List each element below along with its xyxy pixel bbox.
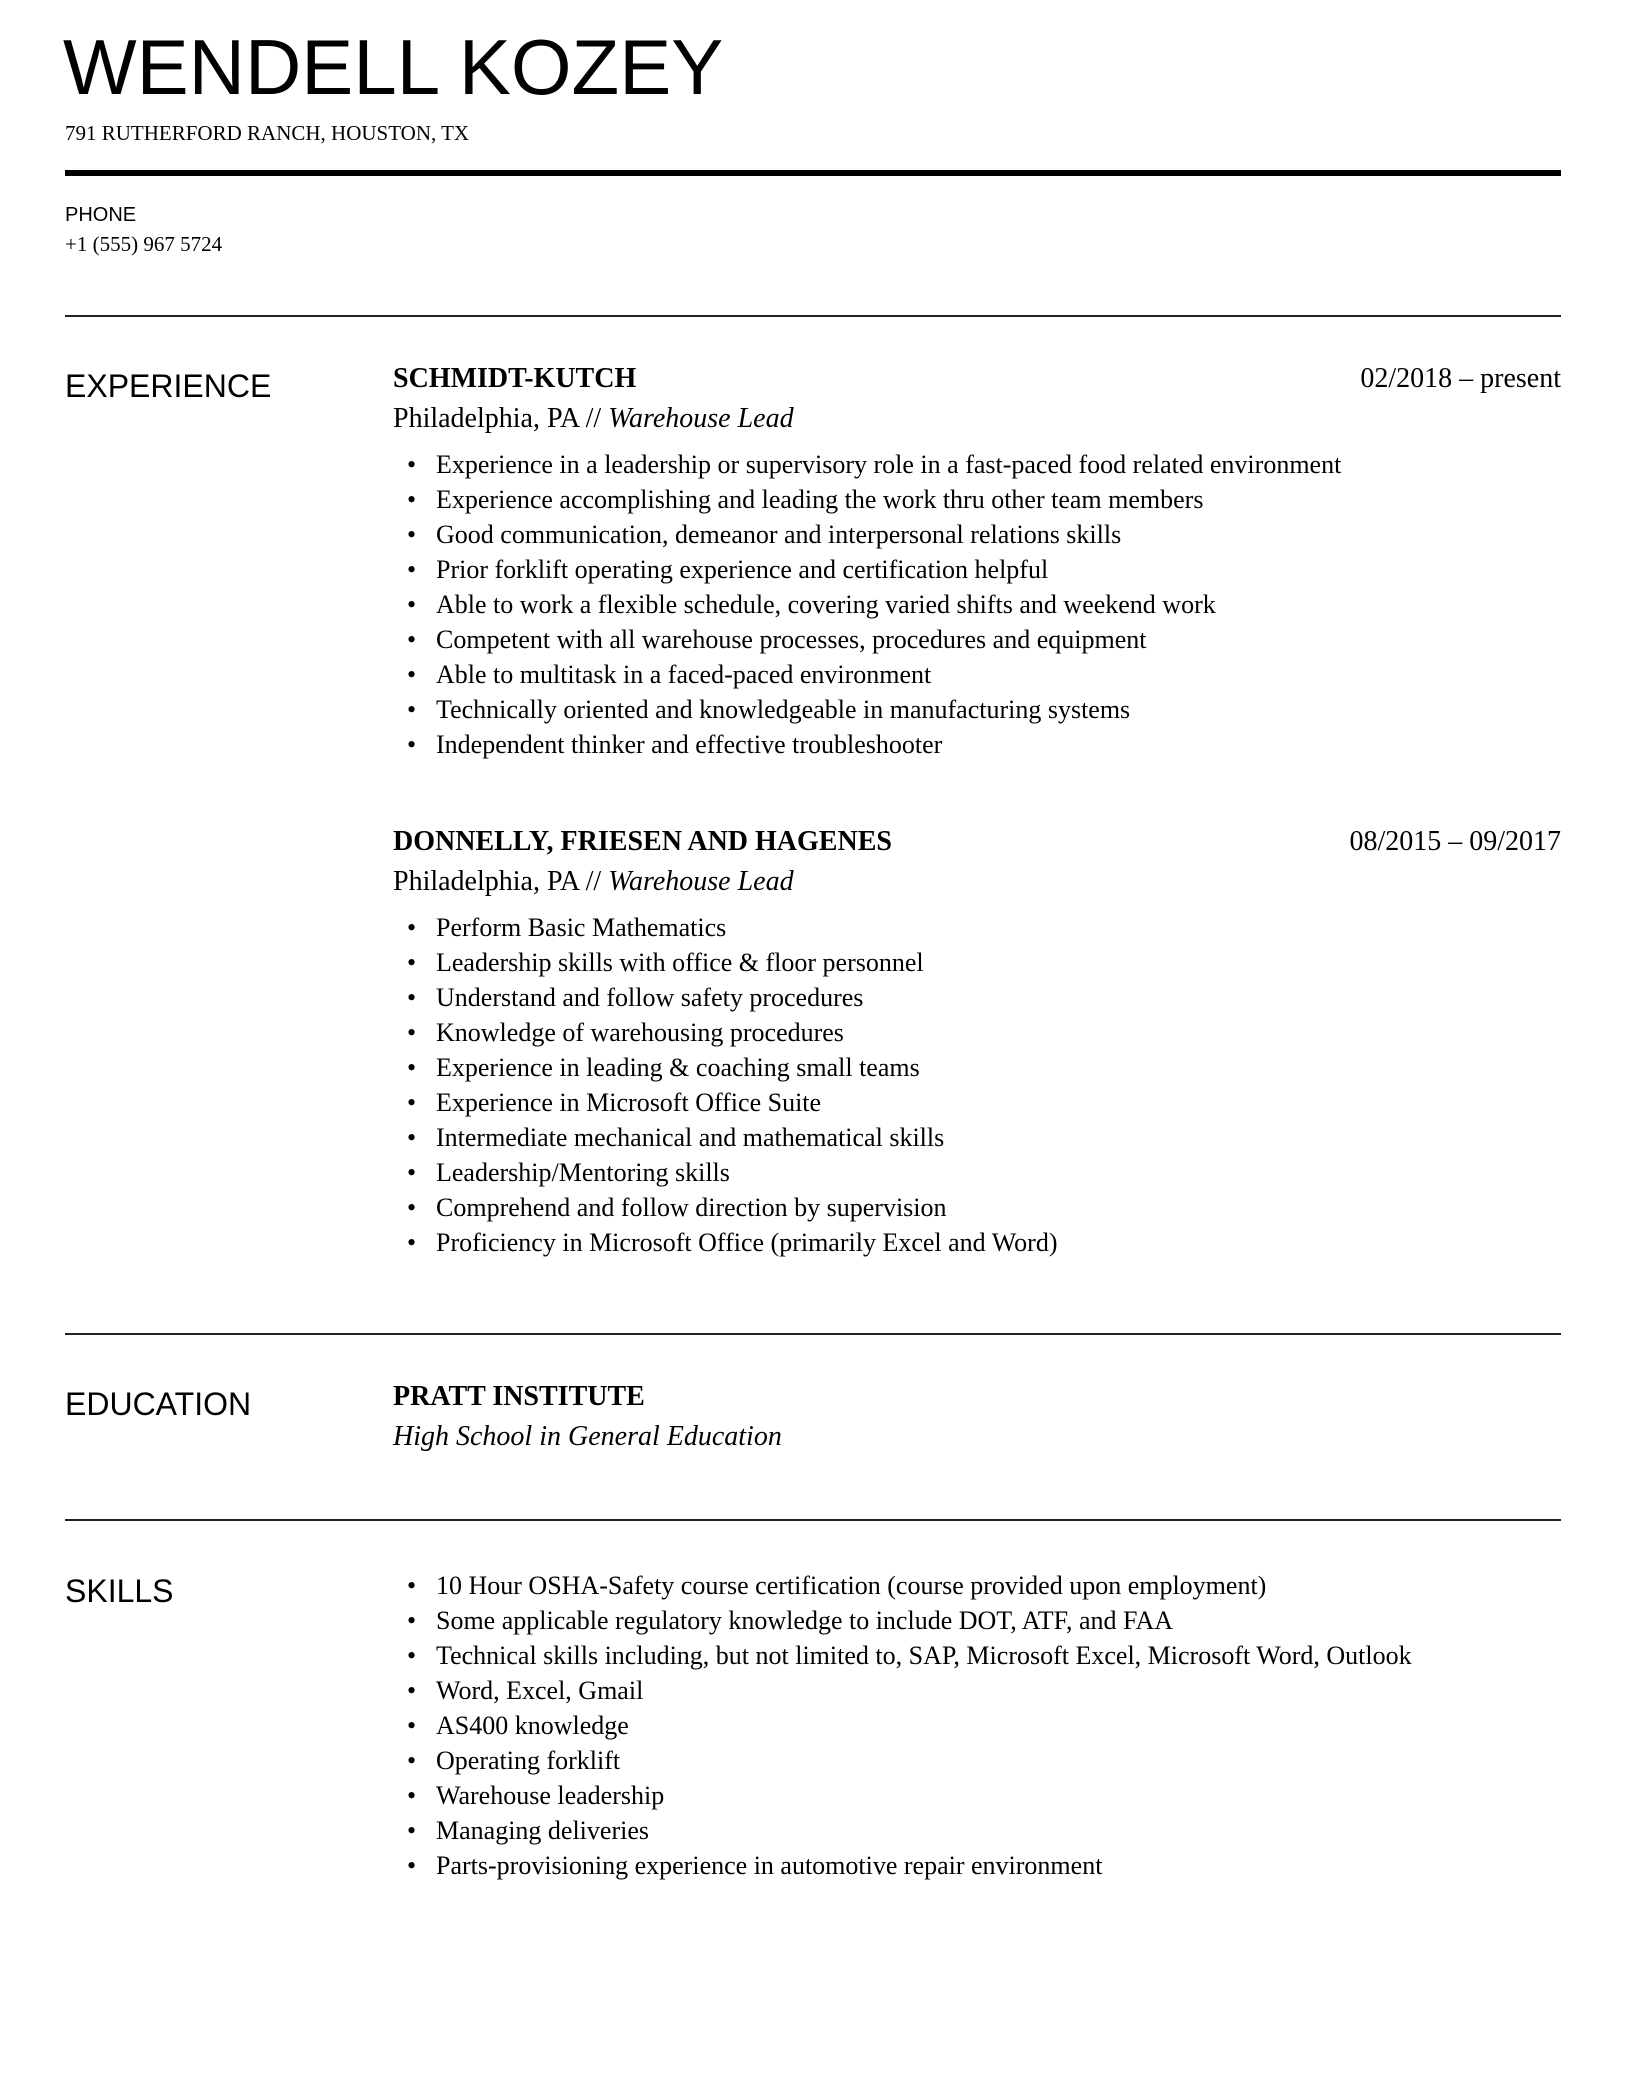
list-item: • 10 Hour OSHA-Safety course certification (course provided upon employment)	[436, 1568, 1561, 1603]
list-item: • Experience accomplishing and leading the work thru other team members	[436, 482, 1561, 517]
list-item: • Intermediate mechanical and mathematical skills	[436, 1120, 1561, 1155]
list-item: • Warehouse leadership	[436, 1778, 1561, 1813]
skills-list	[393, 1568, 1561, 1883]
list-item: • Able to multitask in a faced-paced environment	[436, 657, 1561, 692]
school-name: PRATT INSTITUTE	[393, 1381, 645, 1412]
list-item: • Operating forklift	[436, 1743, 1561, 1778]
job-bullets	[393, 447, 1561, 762]
job-role: Warehouse Lead	[608, 403, 794, 434]
job-location: Philadelphia, PA	[393, 403, 579, 434]
list-item: • Perform Basic Mathematics	[436, 910, 1561, 945]
list-item: • Able to work a flexible schedule, covering varied shifts and weekend work	[436, 587, 1561, 622]
list-item: • Leadership/Mentoring skills	[436, 1155, 1561, 1190]
list-item: • Good communication, demeanor and interpersonal relations skills	[436, 517, 1561, 552]
list-item: • Prior forklift operating experience and certification helpful	[436, 552, 1561, 587]
company-name: SCHMIDT-KUTCH	[393, 363, 637, 394]
section-divider	[65, 1519, 1561, 1521]
list-item: • Competent with all warehouse processes, procedures and equipment	[436, 622, 1561, 657]
address: 791 RUTHERFORD RANCH, HOUSTON, TX	[65, 121, 470, 145]
list-item: • Word, Excel, Gmail	[436, 1673, 1561, 1708]
list-item: • Independent thinker and effective troubleshooter	[436, 727, 1561, 762]
list-item: • Experience in Microsoft Office Suite	[436, 1085, 1561, 1120]
job-entry	[393, 363, 1561, 762]
candidate-name: WENDELL KOZEY	[63, 23, 724, 111]
list-item: • Experience in leading & coaching small teams	[436, 1050, 1561, 1085]
list-item: • Parts-provisioning experience in automotive repair environment	[436, 1848, 1561, 1883]
degree: High School in General Education	[393, 1421, 782, 1452]
separator: //	[578, 403, 609, 434]
list-item: • Some applicable regulatory knowledge to include DOT, ATF, and FAA	[436, 1603, 1561, 1638]
skills-heading: SKILLS	[65, 1573, 174, 1609]
list-item: • Experience in a leadership or supervisory role in a fast-paced food related environment	[436, 447, 1561, 482]
list-item: • Comprehend and follow direction by supervision	[436, 1190, 1561, 1225]
list-item: • Knowledge of warehousing procedures	[436, 1015, 1561, 1050]
separator: //	[578, 866, 609, 897]
education-heading: EDUCATION	[65, 1386, 252, 1422]
list-item: • Leadership skills with office & floor personnel	[436, 945, 1561, 980]
list-item: • AS400 knowledge	[436, 1708, 1561, 1743]
experience-heading: EXPERIENCE	[65, 368, 272, 404]
job-entry	[393, 826, 1561, 1260]
job-location: Philadelphia, PA	[393, 866, 579, 897]
list-item: • Technically oriented and knowledgeable in manufacturing systems	[436, 692, 1561, 727]
header-divider	[65, 170, 1561, 176]
list-item: • Technical skills including, but not limited to, SAP, Microsoft Excel, Microsoft Word, Outlook	[436, 1638, 1561, 1673]
job-bullets	[393, 910, 1561, 1260]
job-role: Warehouse Lead	[608, 866, 794, 897]
list-item: • Understand and follow safety procedures	[436, 980, 1561, 1015]
section-divider	[65, 1333, 1561, 1335]
phone-label: PHONE	[65, 204, 137, 226]
company-name: DONNELLY, FRIESEN AND HAGENES	[393, 826, 892, 857]
job-dates: 08/2015 – 09/2017	[1349, 826, 1561, 857]
phone-number: +1 (555) 967 5724	[65, 232, 223, 256]
section-divider	[65, 315, 1561, 317]
list-item: • Proficiency in Microsoft Office (primarily Excel and Word)	[436, 1225, 1561, 1260]
list-item: • Managing deliveries	[436, 1813, 1561, 1848]
education-entry	[393, 1381, 1561, 1461]
job-dates: 02/2018 – present	[1360, 363, 1561, 394]
